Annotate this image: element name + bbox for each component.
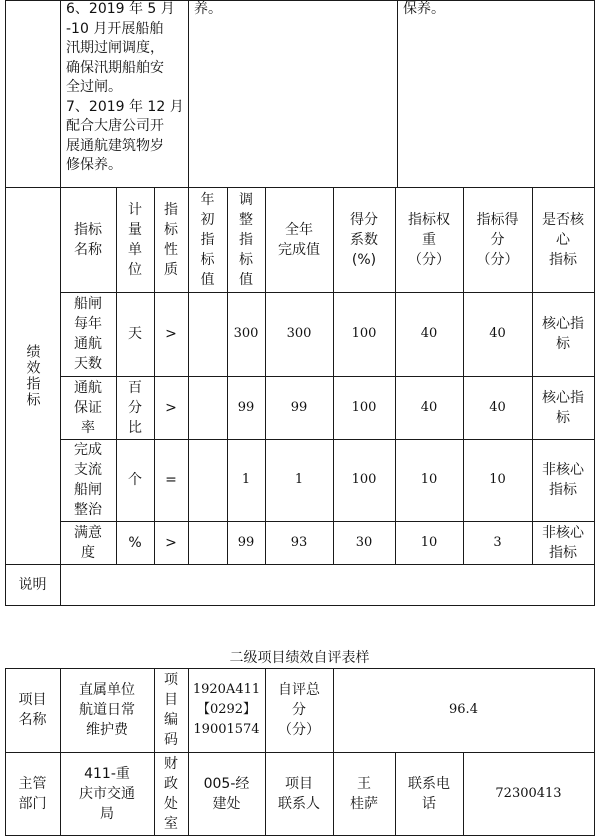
table-row-unit: 百 分 比	[128, 379, 142, 436]
table-row-initial	[188, 376, 227, 439]
table-row-full-year: 99	[290, 399, 308, 415]
table-row-weight: 40	[420, 326, 438, 341]
header-indicator-name: 指标 名称	[74, 221, 102, 258]
header-initial-value: 年 初 指 标 值	[200, 191, 215, 288]
table-row-name: 通航 保证 率	[74, 379, 102, 436]
self-eval-value: 96.4	[449, 702, 478, 717]
table-row-full-year: 93	[290, 534, 308, 550]
border-line	[188, 0, 189, 187]
table-row-weight: 40	[420, 399, 438, 415]
table-row-initial	[188, 521, 227, 564]
table-row-unit: 个	[128, 472, 142, 488]
table-row-coef: 30	[355, 534, 373, 550]
table-row-full-year: 300	[286, 326, 312, 341]
section-label-performance	[5, 187, 60, 564]
table-row-unit: 天	[128, 326, 142, 342]
tasks-text: 6、2019 年 5 月 -10 月开展船舶 汛期过闸调度， 确保汛期船舶安 全过闸。 7、2019 年 12 月 配合大唐公司开 展通航建筑物岁 修保养。	[66, 1, 184, 173]
right-fragment-text: 保养。	[403, 1, 445, 17]
finance-label: 财 政 处 室	[164, 755, 178, 832]
table-row-core: 非核心 指标	[542, 462, 584, 498]
table-row-coef: 100	[351, 472, 377, 487]
dept-value: 411-重 庆市交通 局	[79, 765, 135, 822]
border-line	[594, 0, 595, 606]
table-row-weight: 10	[420, 534, 438, 550]
project-code-label: 项 目 编 码	[164, 672, 178, 748]
dept-label: 主管 部门	[18, 775, 47, 812]
header-is-core: 是否核 心 指标	[542, 211, 584, 268]
table-row-full-year: 1	[294, 472, 304, 487]
table-row-nature: =	[165, 472, 177, 488]
table-row-weight: 10	[420, 472, 438, 487]
project-name-label: 项目 名称	[18, 692, 47, 728]
header-nature: 指 标 性 质	[164, 201, 178, 278]
table-row-adjusted: 99	[237, 399, 255, 415]
table-row-core: 核心指 标	[542, 389, 584, 426]
header-adjusted-value: 调 整 指 标 值	[239, 191, 253, 288]
table-row-adjusted: 1	[241, 472, 251, 487]
table-row-unit: %	[128, 534, 142, 551]
table-row-adjusted: 99	[237, 534, 255, 550]
table-row-nature: >	[165, 326, 177, 342]
table-row-score: 10	[489, 472, 506, 487]
table-row-score: 40	[489, 399, 506, 415]
table-row-initial	[188, 439, 227, 521]
header-score-coef: 得分 系数 (%)	[350, 211, 378, 268]
table-row-core: 非核心 指标	[542, 524, 584, 561]
project-code-value: 1920A411 【0292】 19001574	[192, 682, 261, 737]
header-score: 指标得 分 （分）	[476, 211, 519, 268]
note-label: 说明	[18, 576, 47, 593]
self-eval-label: 自评总 分 （分）	[278, 682, 320, 738]
table-row-coef: 100	[351, 399, 377, 415]
table-row-name: 满意 度	[74, 524, 102, 561]
table-row-score: 3	[493, 534, 502, 550]
note-value	[60, 564, 594, 605]
second-table-caption: 二级项目绩效自评表样	[229, 650, 370, 666]
border-line	[5, 605, 595, 606]
table-row-coef: 100	[351, 326, 377, 341]
finance-value: 005-经 建处	[203, 775, 250, 812]
border-line	[397, 0, 398, 187]
table-row-nature: >	[165, 399, 177, 416]
contact-label: 项目 联系人	[278, 775, 320, 812]
header-full-year-value: 全年 完成值	[278, 221, 320, 258]
project-name-value: 直属单位 航道日常 维护费	[79, 682, 135, 738]
table-row-nature: >	[165, 534, 177, 551]
table-row-core: 核心指 标	[542, 316, 584, 352]
header-unit: 计 量 单 位	[128, 201, 142, 278]
table-row-initial	[188, 292, 227, 376]
table-row-score: 40	[489, 326, 506, 341]
table-row-name: 完成 支流 船闸 整治	[74, 442, 102, 518]
header-weight: 指标权 重 （分）	[408, 211, 450, 268]
table-row-name: 船闸 每年 通航 天数	[74, 296, 102, 372]
section-label-text: 绩效指标	[24, 343, 41, 408]
border-line	[594, 668, 595, 836]
phone-label: 联系电 话	[408, 775, 450, 812]
border-line	[5, 835, 595, 836]
table-row-adjusted: 300	[233, 326, 259, 341]
contact-value: 王 桂萨	[350, 775, 378, 812]
phone-value: 72300413	[495, 785, 562, 801]
middle-fragment-text: 养。	[194, 1, 222, 17]
